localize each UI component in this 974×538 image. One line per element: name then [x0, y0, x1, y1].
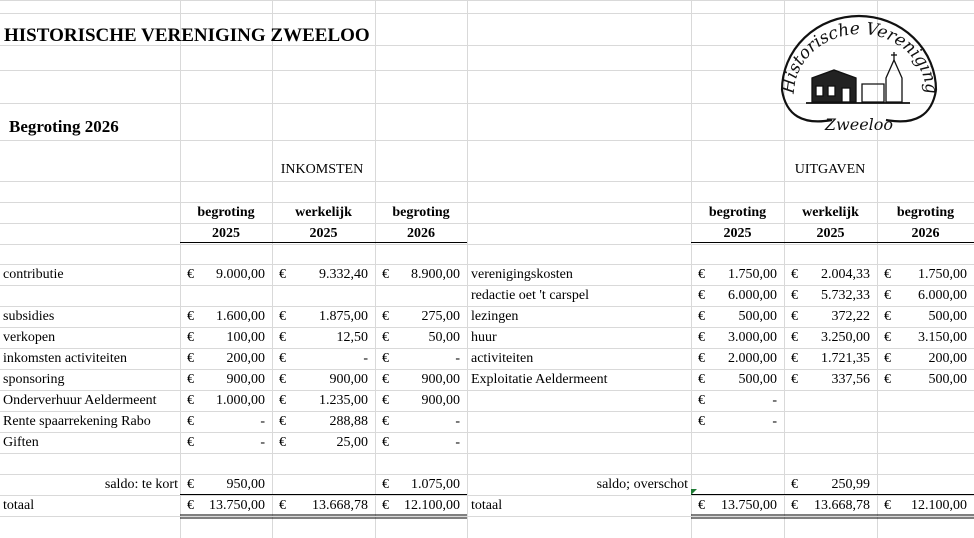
euro-sign[interactable]: €: [884, 351, 891, 366]
income-row-label[interactable]: verkopen: [3, 330, 56, 345]
expense-row-label[interactable]: activiteiten: [471, 351, 534, 366]
euro-sign[interactable]: €: [279, 267, 286, 282]
euro-sign[interactable]: €: [279, 309, 286, 324]
logo-historische-vereniging-zweeloo: [776, 8, 942, 136]
euro-sign[interactable]: €: [791, 351, 798, 366]
expense-budget-2025-value[interactable]: 3.000,00: [728, 330, 777, 345]
expense-row-label[interactable]: lezingen: [471, 309, 519, 324]
expenses-saldo-label[interactable]: saldo; overschot: [596, 477, 688, 492]
euro-sign[interactable]: €: [698, 351, 705, 366]
euro-sign[interactable]: €: [884, 372, 891, 387]
income-saldo-budget-2026[interactable]: 1.075,00: [411, 477, 460, 492]
income-budget-2026-value[interactable]: -: [455, 414, 460, 429]
income-budget-2026-value[interactable]: 900,00: [421, 372, 460, 387]
income-heading[interactable]: INKOMSTEN: [280, 162, 364, 177]
income-saldo-label[interactable]: saldo: te kort: [104, 477, 178, 492]
euro-sign[interactable]: €: [279, 498, 286, 513]
euro-sign[interactable]: €: [187, 351, 194, 366]
euro-sign[interactable]: €: [279, 372, 286, 387]
euro-sign[interactable]: €: [382, 414, 389, 429]
expenses-total-label[interactable]: totaal: [471, 498, 503, 513]
euro-sign[interactable]: €: [279, 351, 286, 366]
euro-sign[interactable]: €: [884, 288, 891, 303]
euro-sign[interactable]: €: [187, 309, 194, 324]
income-row-label[interactable]: inkomsten activiteiten: [3, 351, 128, 366]
expense-budget-2025-value[interactable]: 500,00: [738, 372, 777, 387]
expense-row-label[interactable]: redactie oet 't carspel: [471, 288, 589, 303]
sheet-title[interactable]: HISTORISCHE VERENIGING ZWEELOO: [4, 25, 370, 46]
income-col-header-3-line1[interactable]: begroting: [392, 205, 450, 220]
expenses-col-header-3-line1[interactable]: begroting: [896, 205, 955, 220]
income-actual-2025-value[interactable]: 9.332,40: [319, 267, 368, 282]
income-budget-2025-value[interactable]: 900,00: [226, 372, 265, 387]
expense-row-label[interactable]: Exploitatie Aeldermeent: [471, 372, 608, 387]
income-row-label[interactable]: sponsoring: [3, 372, 65, 387]
expenses-total-v1[interactable]: 13.750,00: [721, 498, 777, 513]
expenses-saldo-actual-2025[interactable]: 250,99: [831, 477, 870, 492]
euro-sign[interactable]: €: [884, 267, 891, 282]
euro-sign[interactable]: €: [791, 498, 798, 513]
income-actual-2025-value[interactable]: 288,88: [329, 414, 368, 429]
income-col-header-2-line2[interactable]: 2025: [309, 226, 338, 241]
income-total-label[interactable]: totaal: [3, 498, 35, 513]
expenses-col-header-1-line2[interactable]: 2025: [723, 226, 752, 241]
euro-sign[interactable]: €: [698, 372, 705, 387]
budget-subtitle[interactable]: Begroting 2026: [9, 117, 119, 136]
euro-sign[interactable]: €: [698, 288, 705, 303]
expense-budget-2026-value[interactable]: 500,00: [928, 309, 967, 324]
income-actual-2025-value[interactable]: 900,00: [329, 372, 368, 387]
income-budget-2026-value[interactable]: 275,00: [421, 309, 460, 324]
income-saldo-budget-2025[interactable]: 950,00: [226, 477, 265, 492]
expense-actual-2025-value[interactable]: 337,56: [831, 372, 870, 387]
euro-sign[interactable]: €: [187, 267, 194, 282]
income-actual-2025-value[interactable]: 1.875,00: [319, 309, 368, 324]
income-total-v2[interactable]: 13.668,78: [312, 498, 368, 513]
euro-sign[interactable]: €: [382, 267, 389, 282]
euro-sign[interactable]: €: [382, 393, 389, 408]
euro-sign[interactable]: €: [279, 393, 286, 408]
expenses-col-header-1-line1[interactable]: begroting: [708, 205, 767, 220]
euro-sign[interactable]: €: [791, 288, 798, 303]
income-actual-2025-value[interactable]: 12,50: [336, 330, 368, 345]
euro-sign[interactable]: €: [187, 414, 194, 429]
income-budget-2025-value[interactable]: 1.000,00: [216, 393, 265, 408]
euro-sign[interactable]: €: [279, 435, 286, 450]
expense-actual-2025-value[interactable]: 1.721,35: [821, 351, 870, 366]
euro-sign[interactable]: €: [382, 435, 389, 450]
euro-sign[interactable]: €: [698, 393, 705, 408]
income-actual-2025-value[interactable]: 1.235,00: [319, 393, 368, 408]
expense-actual-2025-value[interactable]: 5.732,33: [821, 288, 870, 303]
euro-sign[interactable]: €: [791, 267, 798, 282]
expense-row-label[interactable]: verenigingskosten: [471, 267, 573, 282]
euro-sign[interactable]: €: [382, 309, 389, 324]
income-budget-2026-value[interactable]: 8.900,00: [411, 267, 460, 282]
logo-arc-text: Historische Vereniging: [778, 18, 942, 95]
euro-sign[interactable]: €: [884, 330, 891, 345]
income-budget-2026-value[interactable]: 50,00: [428, 330, 460, 345]
euro-sign[interactable]: €: [187, 435, 194, 450]
euro-sign[interactable]: €: [884, 309, 891, 324]
income-budget-2025-value[interactable]: 9.000,00: [216, 267, 265, 282]
income-budget-2025-value[interactable]: -: [260, 414, 265, 429]
income-row-label[interactable]: subsidies: [3, 309, 55, 324]
income-col-header-2-line1[interactable]: werkelijk: [295, 205, 352, 220]
euro-sign[interactable]: €: [698, 414, 705, 429]
income-budget-2025-value[interactable]: -: [260, 435, 265, 450]
euro-sign[interactable]: €: [791, 330, 798, 345]
income-col-header-3-line2[interactable]: 2026: [407, 226, 435, 241]
expense-budget-2026-value[interactable]: 1.750,00: [918, 267, 967, 282]
euro-sign[interactable]: €: [279, 414, 286, 429]
euro-sign[interactable]: €: [698, 498, 705, 513]
expenses-col-header-3-line2[interactable]: 2026: [911, 226, 940, 241]
income-budget-2026-value[interactable]: -: [455, 351, 460, 366]
expense-row-label[interactable]: huur: [471, 330, 497, 345]
euro-sign[interactable]: €: [791, 309, 798, 324]
expense-actual-2025-value[interactable]: 3.250,00: [821, 330, 870, 345]
expense-budget-2025-value[interactable]: -: [772, 414, 777, 429]
euro-sign[interactable]: €: [187, 393, 194, 408]
income-budget-2025-value[interactable]: 1.600,00: [216, 309, 265, 324]
expenses-col-header-2-line1[interactable]: werkelijk: [802, 205, 859, 220]
expenses-total-v3[interactable]: 12.100,00: [911, 498, 967, 513]
expense-actual-2025-value[interactable]: 2.004,33: [821, 267, 870, 282]
expense-budget-2025-value[interactable]: 2.000,00: [728, 351, 777, 366]
euro-sign[interactable]: €: [382, 477, 389, 492]
expense-budget-2026-value[interactable]: 500,00: [928, 372, 967, 387]
income-total-v3[interactable]: 12.100,00: [404, 498, 460, 513]
income-row-label[interactable]: Onderverhuur Aeldermeent: [3, 393, 157, 408]
euro-sign[interactable]: €: [791, 477, 798, 492]
expense-actual-2025-value[interactable]: 372,22: [831, 309, 870, 324]
income-budget-2025-value[interactable]: 200,00: [226, 351, 265, 366]
income-budget-2026-value[interactable]: -: [455, 435, 460, 450]
logo-buildings-icon: [806, 52, 910, 103]
expense-budget-2025-value[interactable]: -: [772, 393, 777, 408]
svg-text:Historische Vereniging: [779, 19, 942, 96]
euro-sign[interactable]: €: [698, 309, 705, 324]
euro-sign[interactable]: €: [187, 477, 194, 492]
euro-sign[interactable]: €: [382, 330, 389, 345]
income-budget-2025-value[interactable]: 100,00: [226, 330, 265, 345]
expense-budget-2025-value[interactable]: 1.750,00: [728, 267, 777, 282]
euro-sign[interactable]: €: [698, 330, 705, 345]
expense-budget-2026-value[interactable]: 200,00: [928, 351, 967, 366]
euro-sign[interactable]: €: [382, 351, 389, 366]
expense-budget-2026-value[interactable]: 6.000,00: [918, 288, 967, 303]
euro-sign[interactable]: €: [698, 267, 705, 282]
income-actual-2025-value[interactable]: -: [363, 351, 368, 366]
income-actual-2025-value[interactable]: 25,00: [336, 435, 368, 450]
euro-sign[interactable]: €: [791, 372, 798, 387]
euro-sign[interactable]: €: [382, 372, 389, 387]
expenses-col-header-2-line2[interactable]: 2025: [816, 226, 845, 241]
income-budget-2026-value[interactable]: 900,00: [421, 393, 460, 408]
euro-sign[interactable]: €: [187, 372, 194, 387]
expenses-heading[interactable]: UITGAVEN: [794, 162, 866, 177]
logo-bottom-text: Zweeloo: [824, 115, 894, 134]
expense-budget-2025-value[interactable]: 500,00: [738, 309, 777, 324]
income-row-label[interactable]: contributie: [3, 267, 64, 282]
euro-sign[interactable]: €: [187, 330, 194, 345]
income-total-v1[interactable]: 13.750,00: [209, 498, 265, 513]
income-col-header-1-line2[interactable]: 2025: [212, 226, 240, 241]
income-row-label[interactable]: Giften: [3, 435, 39, 450]
income-row-label[interactable]: Rente spaarrekening Rabo: [3, 414, 151, 429]
euro-sign[interactable]: €: [382, 498, 389, 513]
expense-budget-2026-value[interactable]: 3.150,00: [918, 330, 967, 345]
euro-sign[interactable]: €: [884, 498, 891, 513]
income-col-header-1-line1[interactable]: begroting: [197, 205, 255, 220]
euro-sign[interactable]: €: [187, 498, 194, 513]
euro-sign[interactable]: €: [279, 330, 286, 345]
expense-budget-2025-value[interactable]: 6.000,00: [728, 288, 777, 303]
expenses-total-v2[interactable]: 13.668,78: [814, 498, 870, 513]
